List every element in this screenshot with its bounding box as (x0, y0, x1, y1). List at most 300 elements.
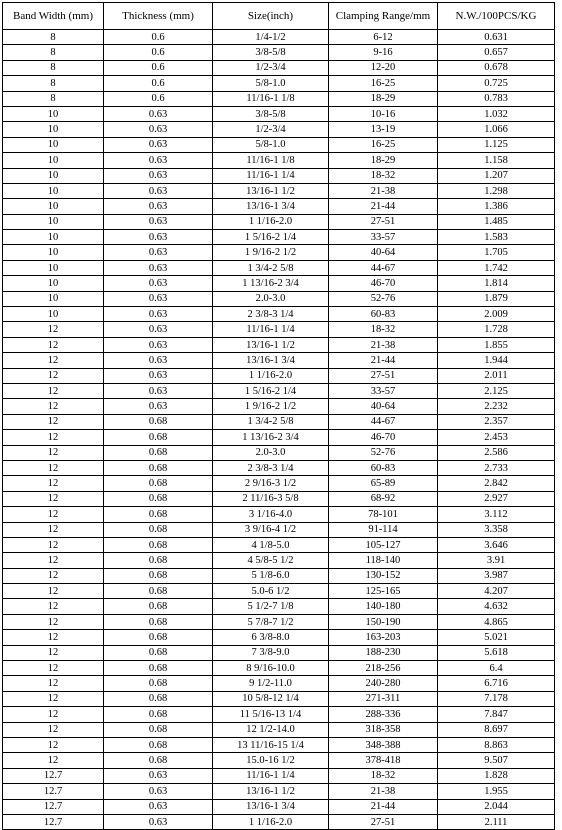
thickness-cell: 0.68 (104, 568, 213, 583)
thickness-cell: 0.68 (104, 614, 213, 629)
size-cell: 11/16-1 1/4 (213, 168, 329, 183)
clamping-range-cell: 16-25 (329, 76, 438, 91)
table-row (3, 645, 555, 660)
band-width-cell: 12 (3, 553, 104, 568)
band-width-cell: 12 (3, 599, 104, 614)
table-row (3, 753, 555, 768)
table-row (3, 691, 555, 706)
table-row (3, 553, 555, 568)
thickness-cell: 0.63 (104, 814, 213, 829)
table-row (3, 614, 555, 629)
net-weight-cell: 2.009 (438, 307, 555, 322)
thickness-cell: 0.63 (104, 337, 213, 352)
net-weight-cell: 1.879 (438, 291, 555, 306)
net-weight-cell: 1.583 (438, 230, 555, 245)
clamping-range-cell: 21-44 (329, 199, 438, 214)
table-row (3, 630, 555, 645)
thickness-cell: 0.68 (104, 491, 213, 506)
clamping-range-cell: 40-64 (329, 399, 438, 414)
table-row (3, 199, 555, 214)
band-width-cell: 10 (3, 137, 104, 152)
size-cell: 1 5/16-2 1/4 (213, 383, 329, 398)
net-weight-cell: 1.032 (438, 106, 555, 121)
net-weight-cell: 2.453 (438, 430, 555, 445)
band-width-cell: 12 (3, 614, 104, 629)
table-row (3, 307, 555, 322)
thickness-cell: 0.68 (104, 691, 213, 706)
size-cell: 4 1/8-5.0 (213, 537, 329, 552)
thickness-cell: 0.68 (104, 676, 213, 691)
thickness-cell: 0.63 (104, 106, 213, 121)
band-width-cell: 12.7 (3, 799, 104, 814)
table-row (3, 799, 555, 814)
band-width-cell: 12 (3, 722, 104, 737)
band-width-cell: 12 (3, 522, 104, 537)
net-weight-cell: 0.678 (438, 60, 555, 75)
clamping-range-cell: 9-16 (329, 45, 438, 60)
size-cell: 5/8-1.0 (213, 76, 329, 91)
band-width-cell: 12 (3, 645, 104, 660)
table-row (3, 599, 555, 614)
net-weight-cell: 2.842 (438, 476, 555, 491)
clamping-range-cell: 13-19 (329, 122, 438, 137)
clamping-range-cell: 21-38 (329, 784, 438, 799)
net-weight-cell: 1.386 (438, 199, 555, 214)
table-row (3, 737, 555, 752)
net-weight-cell: 1.485 (438, 214, 555, 229)
table-row (3, 337, 555, 352)
clamping-range-cell: 27-51 (329, 214, 438, 229)
thickness-cell: 0.68 (104, 553, 213, 568)
size-cell: 3/8-5/8 (213, 45, 329, 60)
net-weight-cell: 1.298 (438, 183, 555, 198)
thickness-cell: 0.68 (104, 414, 213, 429)
size-cell: 10 5/8-12 1/4 (213, 691, 329, 706)
net-weight-cell: 9.507 (438, 753, 555, 768)
table-row (3, 476, 555, 491)
band-width-cell: 12 (3, 476, 104, 491)
net-weight-cell: 0.631 (438, 30, 555, 45)
net-weight-cell: 8.863 (438, 737, 555, 752)
thickness-cell: 0.63 (104, 199, 213, 214)
size-cell: 6 3/8-8.0 (213, 630, 329, 645)
band-width-cell: 8 (3, 76, 104, 91)
header-net-weight: N.W./100PCS/KG (438, 3, 555, 30)
clamping-range-cell: 16-25 (329, 137, 438, 152)
clamping-range-cell: 78-101 (329, 507, 438, 522)
thickness-cell: 0.63 (104, 307, 213, 322)
size-cell: 5 1/2-7 1/8 (213, 599, 329, 614)
net-weight-cell: 2.357 (438, 414, 555, 429)
band-width-cell: 12 (3, 676, 104, 691)
net-weight-cell: 2.111 (438, 814, 555, 829)
table-row (3, 76, 555, 91)
clamping-range-cell: 65-89 (329, 476, 438, 491)
band-width-cell: 12 (3, 537, 104, 552)
clamping-range-cell: 12-20 (329, 60, 438, 75)
net-weight-cell: 2.733 (438, 460, 555, 475)
size-cell: 3 1/16-4.0 (213, 507, 329, 522)
thickness-cell: 0.63 (104, 276, 213, 291)
table-row (3, 322, 555, 337)
net-weight-cell: 0.783 (438, 91, 555, 106)
clamping-range-cell: 91-114 (329, 522, 438, 537)
thickness-cell: 0.63 (104, 353, 213, 368)
net-weight-cell: 1.125 (438, 137, 555, 152)
thickness-cell: 0.68 (104, 661, 213, 676)
table-row (3, 460, 555, 475)
size-cell: 13/16-1 3/4 (213, 199, 329, 214)
clamping-range-cell: 378-418 (329, 753, 438, 768)
table-row (3, 722, 555, 737)
thickness-cell: 0.63 (104, 183, 213, 198)
size-cell: 2 11/16-3 5/8 (213, 491, 329, 506)
table-row (3, 784, 555, 799)
clamping-range-cell: 21-38 (329, 183, 438, 198)
thickness-cell: 0.63 (104, 399, 213, 414)
band-width-cell: 8 (3, 30, 104, 45)
band-width-cell: 12 (3, 707, 104, 722)
band-width-cell: 8 (3, 45, 104, 60)
size-cell: 13/16-1 1/2 (213, 337, 329, 352)
spec-sheet (2, 2, 555, 830)
thickness-cell: 0.63 (104, 768, 213, 783)
band-width-cell: 12 (3, 399, 104, 414)
clamping-range-cell: 150-190 (329, 614, 438, 629)
size-cell: 1 1/16-2.0 (213, 214, 329, 229)
band-width-cell: 10 (3, 153, 104, 168)
table-row (3, 383, 555, 398)
net-weight-cell: 1.066 (438, 122, 555, 137)
clamping-range-cell: 271-311 (329, 691, 438, 706)
band-width-cell: 12 (3, 368, 104, 383)
size-cell: 11/16-1 1/8 (213, 91, 329, 106)
table-row (3, 445, 555, 460)
table-row (3, 106, 555, 121)
thickness-cell: 0.63 (104, 322, 213, 337)
net-weight-cell: 6.716 (438, 676, 555, 691)
net-weight-cell: 1.158 (438, 153, 555, 168)
band-width-cell: 10 (3, 199, 104, 214)
net-weight-cell: 3.987 (438, 568, 555, 583)
thickness-cell: 0.63 (104, 799, 213, 814)
table-row (3, 814, 555, 829)
table-row (3, 183, 555, 198)
table-header (3, 3, 555, 30)
table-row (3, 661, 555, 676)
thickness-cell: 0.6 (104, 30, 213, 45)
clamping-range-cell: 348-388 (329, 737, 438, 752)
table-row (3, 60, 555, 75)
clamping-range-cell: 21-44 (329, 353, 438, 368)
thickness-cell: 0.68 (104, 460, 213, 475)
net-weight-cell: 2.927 (438, 491, 555, 506)
size-cell: 13/16-1 1/2 (213, 183, 329, 198)
size-cell: 1 1/16-2.0 (213, 368, 329, 383)
size-cell: 5/8-1.0 (213, 137, 329, 152)
thickness-cell: 0.68 (104, 430, 213, 445)
thickness-cell: 0.68 (104, 707, 213, 722)
size-cell: 11/16-1 1/8 (213, 153, 329, 168)
thickness-cell: 0.68 (104, 753, 213, 768)
thickness-cell: 0.68 (104, 476, 213, 491)
thickness-cell: 0.6 (104, 91, 213, 106)
band-width-cell: 12 (3, 691, 104, 706)
clamping-range-cell: 21-44 (329, 799, 438, 814)
band-width-cell: 10 (3, 106, 104, 121)
clamping-range-cell: 218-256 (329, 661, 438, 676)
clamping-range-cell: 46-70 (329, 276, 438, 291)
clamping-range-cell: 33-57 (329, 230, 438, 245)
thickness-cell: 0.63 (104, 122, 213, 137)
thickness-cell: 0.6 (104, 45, 213, 60)
clamping-range-cell: 27-51 (329, 814, 438, 829)
band-width-cell: 12 (3, 491, 104, 506)
band-width-cell: 12.7 (3, 814, 104, 829)
size-cell: 9 1/2-11.0 (213, 676, 329, 691)
table-row (3, 353, 555, 368)
size-cell: 13 11/16-15 1/4 (213, 737, 329, 752)
thickness-cell: 0.68 (104, 522, 213, 537)
net-weight-cell: 1.814 (438, 276, 555, 291)
clamping-range-cell: 18-29 (329, 153, 438, 168)
header-clamping-range: Clamping Range/mm (329, 3, 438, 30)
size-cell: 1 5/16-2 1/4 (213, 230, 329, 245)
net-weight-cell: 1.828 (438, 768, 555, 783)
band-width-cell: 10 (3, 122, 104, 137)
clamping-range-cell: 60-83 (329, 460, 438, 475)
size-cell: 2.0-3.0 (213, 445, 329, 460)
table-row (3, 276, 555, 291)
band-width-cell: 12 (3, 460, 104, 475)
band-width-cell: 10 (3, 230, 104, 245)
net-weight-cell: 3.91 (438, 553, 555, 568)
band-width-cell: 12 (3, 584, 104, 599)
size-cell: 1 9/16-2 1/2 (213, 245, 329, 260)
clamping-range-cell: 240-280 (329, 676, 438, 691)
thickness-cell: 0.63 (104, 260, 213, 275)
table-row (3, 707, 555, 722)
size-cell: 13/16-1 3/4 (213, 353, 329, 368)
band-width-cell: 8 (3, 91, 104, 106)
band-width-cell: 12 (3, 322, 104, 337)
thickness-cell: 0.68 (104, 630, 213, 645)
table-row (3, 676, 555, 691)
net-weight-cell: 2.044 (438, 799, 555, 814)
band-width-cell: 12 (3, 430, 104, 445)
size-cell: 1 13/16-2 3/4 (213, 276, 329, 291)
band-width-cell: 8 (3, 60, 104, 75)
net-weight-cell: 7.178 (438, 691, 555, 706)
band-width-cell: 12.7 (3, 784, 104, 799)
thickness-cell: 0.63 (104, 168, 213, 183)
size-cell: 13/16-1 1/2 (213, 784, 329, 799)
clamping-range-cell: 18-32 (329, 322, 438, 337)
table-row (3, 122, 555, 137)
size-cell: 1/2-3/4 (213, 122, 329, 137)
table-row (3, 230, 555, 245)
thickness-cell: 0.63 (104, 137, 213, 152)
table-row (3, 522, 555, 537)
hose-clamp-spec-table (2, 2, 555, 830)
table-row (3, 45, 555, 60)
size-cell: 5 7/8-7 1/2 (213, 614, 329, 629)
table-body (3, 30, 555, 830)
clamping-range-cell: 130-152 (329, 568, 438, 583)
thickness-cell: 0.6 (104, 60, 213, 75)
thickness-cell: 0.63 (104, 291, 213, 306)
clamping-range-cell: 44-67 (329, 260, 438, 275)
band-width-cell: 12.7 (3, 768, 104, 783)
size-cell: 3/8-5/8 (213, 106, 329, 121)
clamping-range-cell: 6-12 (329, 30, 438, 45)
clamping-range-cell: 118-140 (329, 553, 438, 568)
thickness-cell: 0.63 (104, 230, 213, 245)
size-cell: 1/2-3/4 (213, 60, 329, 75)
net-weight-cell: 1.728 (438, 322, 555, 337)
clamping-range-cell: 52-76 (329, 445, 438, 460)
clamping-range-cell: 105-127 (329, 537, 438, 552)
thickness-cell: 0.6 (104, 76, 213, 91)
thickness-cell: 0.63 (104, 245, 213, 260)
band-width-cell: 12 (3, 630, 104, 645)
net-weight-cell: 6.4 (438, 661, 555, 676)
band-width-cell: 10 (3, 214, 104, 229)
table-row (3, 291, 555, 306)
band-width-cell: 12 (3, 507, 104, 522)
thickness-cell: 0.68 (104, 737, 213, 752)
band-width-cell: 12 (3, 414, 104, 429)
band-width-cell: 12 (3, 353, 104, 368)
size-cell: 1 1/16-2.0 (213, 814, 329, 829)
clamping-range-cell: 318-358 (329, 722, 438, 737)
clamping-range-cell: 33-57 (329, 383, 438, 398)
clamping-range-cell: 46-70 (329, 430, 438, 445)
header-band-width: Band Width (mm) (3, 3, 104, 30)
size-cell: 12 1/2-14.0 (213, 722, 329, 737)
band-width-cell: 10 (3, 307, 104, 322)
net-weight-cell: 5.021 (438, 630, 555, 645)
net-weight-cell: 3.646 (438, 537, 555, 552)
table-row (3, 507, 555, 522)
net-weight-cell: 4.207 (438, 584, 555, 599)
net-weight-cell: 2.125 (438, 383, 555, 398)
size-cell: 5 1/8-6.0 (213, 568, 329, 583)
net-weight-cell: 2.232 (438, 399, 555, 414)
table-row (3, 430, 555, 445)
clamping-range-cell: 10-16 (329, 106, 438, 121)
size-cell: 2 3/8-3 1/4 (213, 460, 329, 475)
table-row (3, 245, 555, 260)
band-width-cell: 12 (3, 568, 104, 583)
band-width-cell: 10 (3, 260, 104, 275)
band-width-cell: 12 (3, 445, 104, 460)
size-cell: 7 3/8-9.0 (213, 645, 329, 660)
size-cell: 11 5/16-13 1/4 (213, 707, 329, 722)
size-cell: 2.0-3.0 (213, 291, 329, 306)
table-row (3, 368, 555, 383)
clamping-range-cell: 52-76 (329, 291, 438, 306)
size-cell: 2 3/8-3 1/4 (213, 307, 329, 322)
size-cell: 1 3/4-2 5/8 (213, 414, 329, 429)
table-row (3, 568, 555, 583)
net-weight-cell: 2.586 (438, 445, 555, 460)
header-size: Size(inch) (213, 3, 329, 30)
table-row (3, 399, 555, 414)
thickness-cell: 0.68 (104, 645, 213, 660)
thickness-cell: 0.68 (104, 507, 213, 522)
net-weight-cell: 4.632 (438, 599, 555, 614)
net-weight-cell: 3.358 (438, 522, 555, 537)
header-thickness: Thickness (mm) (104, 3, 213, 30)
size-cell: 4 5/8-5 1/2 (213, 553, 329, 568)
thickness-cell: 0.63 (104, 383, 213, 398)
clamping-range-cell: 18-32 (329, 768, 438, 783)
size-cell: 1 9/16-2 1/2 (213, 399, 329, 414)
size-cell: 8 9/16-10.0 (213, 661, 329, 676)
net-weight-cell: 1.742 (438, 260, 555, 275)
net-weight-cell: 4.865 (438, 614, 555, 629)
clamping-range-cell: 163-203 (329, 630, 438, 645)
size-cell: 5.0-6 1/2 (213, 584, 329, 599)
table-row (3, 537, 555, 552)
size-cell: 1 13/16-2 3/4 (213, 430, 329, 445)
size-cell: 1/4-1/2 (213, 30, 329, 45)
net-weight-cell: 1.955 (438, 784, 555, 799)
table-row (3, 768, 555, 783)
thickness-cell: 0.63 (104, 368, 213, 383)
thickness-cell: 0.63 (104, 214, 213, 229)
table-row (3, 91, 555, 106)
thickness-cell: 0.68 (104, 584, 213, 599)
table-row (3, 30, 555, 45)
net-weight-cell: 0.657 (438, 45, 555, 60)
table-row (3, 153, 555, 168)
clamping-range-cell: 288-336 (329, 707, 438, 722)
table-row (3, 137, 555, 152)
net-weight-cell: 3.112 (438, 507, 555, 522)
band-width-cell: 12 (3, 383, 104, 398)
band-width-cell: 12 (3, 337, 104, 352)
thickness-cell: 0.68 (104, 445, 213, 460)
size-cell: 11/16-1 1/4 (213, 322, 329, 337)
clamping-range-cell: 27-51 (329, 368, 438, 383)
size-cell: 15.0-16 1/2 (213, 753, 329, 768)
net-weight-cell: 7.847 (438, 707, 555, 722)
table-row (3, 414, 555, 429)
table-row (3, 491, 555, 506)
size-cell: 13/16-1 3/4 (213, 799, 329, 814)
thickness-cell: 0.68 (104, 722, 213, 737)
net-weight-cell: 1.944 (438, 353, 555, 368)
net-weight-cell: 8.697 (438, 722, 555, 737)
clamping-range-cell: 68-92 (329, 491, 438, 506)
thickness-cell: 0.63 (104, 784, 213, 799)
table-row (3, 214, 555, 229)
thickness-cell: 0.63 (104, 153, 213, 168)
clamping-range-cell: 21-38 (329, 337, 438, 352)
net-weight-cell: 1.207 (438, 168, 555, 183)
table-row (3, 260, 555, 275)
band-width-cell: 10 (3, 168, 104, 183)
table-row (3, 584, 555, 599)
size-cell: 3 9/16-4 1/2 (213, 522, 329, 537)
clamping-range-cell: 60-83 (329, 307, 438, 322)
net-weight-cell: 1.855 (438, 337, 555, 352)
clamping-range-cell: 125-165 (329, 584, 438, 599)
clamping-range-cell: 18-32 (329, 168, 438, 183)
clamping-range-cell: 140-180 (329, 599, 438, 614)
